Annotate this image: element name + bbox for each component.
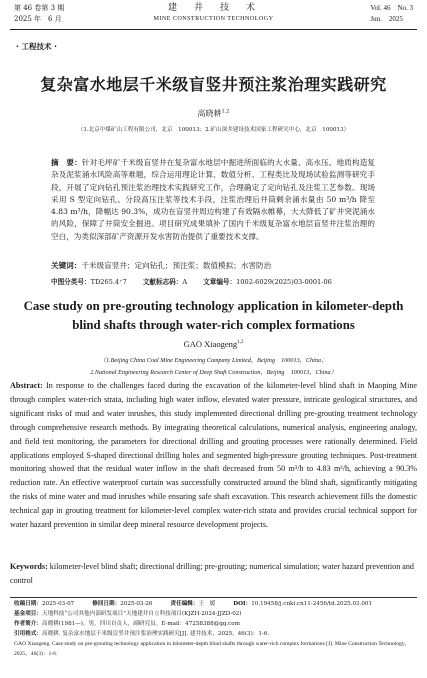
fund-label: 基金项目： <box>14 611 42 617</box>
abstract-en-label: Abstract: <box>10 381 43 390</box>
keywords-en-text: kilometer-level blind shaft; directional drilling; pre-grouting; numerical simulation; water hazard prevention and control <box>10 562 414 585</box>
journal-name-zh: 建 井 技 术 <box>167 3 259 13</box>
affiliation-en-line: （1.Beijing China Coal Mine Engineering Company Limited，Beijing 100013，China； <box>99 357 328 364</box>
paper-title-en: Case study on pre-grouting technology application in kilometer-depth blind shafts through water-rich complex formations <box>23 299 404 332</box>
author-name-zh: 高晓耕 <box>197 109 222 118</box>
footnote-author-bio <box>14 620 414 630</box>
section-tag: · 工程技术 · <box>16 42 57 51</box>
classification-zh <box>51 277 391 287</box>
keywords-zh <box>51 260 375 272</box>
author-affil-marker-zh: 1,2 <box>221 108 230 115</box>
header-right <box>370 3 413 25</box>
affiliation-en-line: 2.National Engineering Research Center of Deep Shaft Construction，Beijing 100013，China） <box>90 369 337 376</box>
clc-value: TD265.4⁺7 <box>90 278 127 286</box>
date-en: Jun. 2025 <box>370 15 403 23</box>
keywords-en-label: Keywords: <box>10 562 48 571</box>
footnote-dates <box>14 600 414 610</box>
revised-label: 修回日期： <box>92 601 121 607</box>
footnote-rule <box>10 597 417 598</box>
doc-code-label: 文献标志码： <box>142 278 183 286</box>
volume-issue-zh: 第 46 卷第 3 期 <box>14 4 65 12</box>
abstract-zh-label: 摘 要： <box>51 158 82 167</box>
abstract-en-text: In response to the challenges faced during the excavation of the kilometer-level blind shaft in Maoping Mine through complex water-rich strata, including high water inflow, elevated water pressure, intricate geological structures, and significant risks of mud and water inrushes, this study implemented directional drilling pre-grouting treatment technology through comprehensive research methods. By integrating theoretical calculations, numerical analysis, engineering analogy, and field test monitoring, the parameters for directional drilling and grouting processes were rationally determined. Field applications employed S-shaped directional drilling holes and segmented high-pressure grouting techniques. Post-treatment monitoring showed that the residual water inflow in the shaft decreased from 50 m³/h to 4.83 m³/h, achieving a 90.3% reduction rate. An effective waterproof curtain was successfully constructed around the blind shaft, significantly mitigating the risks of mine water and mud inrushes while ensuring safe shaft excavation. This research achievement fills the domestic technical gap in grouting treatment for kilometer-level complex water-rich strata and provides crucial technical support for water hazard prevention in similar deep mineral resource development projects. <box>10 381 417 530</box>
citation-label: 引用格式： <box>14 631 42 637</box>
author-en <box>0 339 427 349</box>
abstract-zh-text: 针对毛坪矿千米级盲竖井在复杂富水地层中掘进所面临的大水量、高水压、地质构造复杂及泥浆涌水风险高等难题，综合运用理论计算、数值分析、工程类比及现场试验监测等研究手段，开展了定向钻孔预注浆治理技术实践研究工作，合理确定了定向钻孔及注浆工艺参数。现场采用 S 型定向钻孔、分段高压注浆等技术手段，注浆治理后井筒剩余涌水量由 50 m³/h 降至 4.83 m³/h，降幅达 90.3%，成功在盲竖井周边构建了有效隔水帷幕，大大降低了矿井突泥涌水的风险，保障了井筒安全掘进。项目研究成果填补了国内千米级复杂富水地层盲竖井注浆治理的空白，为类似深部矿产资源开发水害防治提供了重要技术支撑。 <box>51 158 376 241</box>
keywords-zh-label: 关键词： <box>51 261 82 270</box>
doi-value: 10.19458/j.cnki.cn11-2456/td.2025.03.001 <box>251 601 373 607</box>
running-header <box>0 0 427 30</box>
keywords-en <box>10 560 417 588</box>
date-zh: 2025 年 6 月 <box>14 15 62 23</box>
volume-number-en: Vol. 46 No. 3 <box>370 4 413 12</box>
paper-title-zh: 复杂富水地层千米级盲竖井预注浆治理实践研究 <box>40 75 387 94</box>
editor-name: 王 媛 <box>198 601 216 607</box>
affiliation-zh: （1.北京中煤矿山工程有限公司，北京 100013；2.矿山深井建设技术国家工程研究中心，北京 100013） <box>77 127 350 133</box>
citation-zh-text: 高晓耕. 复杂富水地层千米级盲竖井预注浆治理实践研究[J]. 建井技术，2025，46(3)：1-6. <box>41 631 270 637</box>
article-number-label: 文章编号： <box>203 278 237 286</box>
footnote-citation-zh <box>14 630 414 640</box>
affiliation-en <box>20 355 407 379</box>
received-date: 2025-03-07 <box>41 601 75 607</box>
editor-label: 责任编辑： <box>170 601 199 607</box>
doc-code-value: A <box>182 278 188 286</box>
abstract-en <box>10 379 417 532</box>
footnote-fund <box>14 610 414 620</box>
footnote-citation-en: GAO Xiaogeng. Case study on pre-grouting technology application in kilometer-depth blind shafts through water-rich complex formations [J]. Mine Construction Technology，2025，46(3)：1-6. <box>14 641 411 657</box>
clc-label: 中图分类号： <box>51 278 91 286</box>
article-number-value: 1002-6029(2025)03-0001-06 <box>236 278 332 286</box>
doi-label: DOI： <box>233 601 252 607</box>
header-rule <box>10 29 417 30</box>
journal-name-en: MINE CONSTRUCTION TECHNOLOGY <box>153 15 274 22</box>
revised-date: 2025-03-26 <box>120 601 153 607</box>
abstract-zh <box>51 157 375 243</box>
keywords-zh-text: 千米级盲竖井；定向钻孔；预注浆；数值模拟；水害防治 <box>81 261 272 270</box>
received-label: 收稿日期： <box>14 601 42 607</box>
author-zh <box>0 108 427 119</box>
author-name-en: GAO Xiaogeng <box>183 339 238 349</box>
author-bio-text: 高晓耕(1981—)，男，四川自贡人，副研究员。E-mail：47258388@qq.com <box>41 621 240 627</box>
fund-text: 天地科技“公司其他内部研发项目”天地建井自立科技项目(KJZH-2024-JJZD-02) <box>41 611 242 617</box>
author-bio-label: 作者简介： <box>14 621 42 627</box>
author-affil-marker-en: 1,2 <box>237 340 244 346</box>
